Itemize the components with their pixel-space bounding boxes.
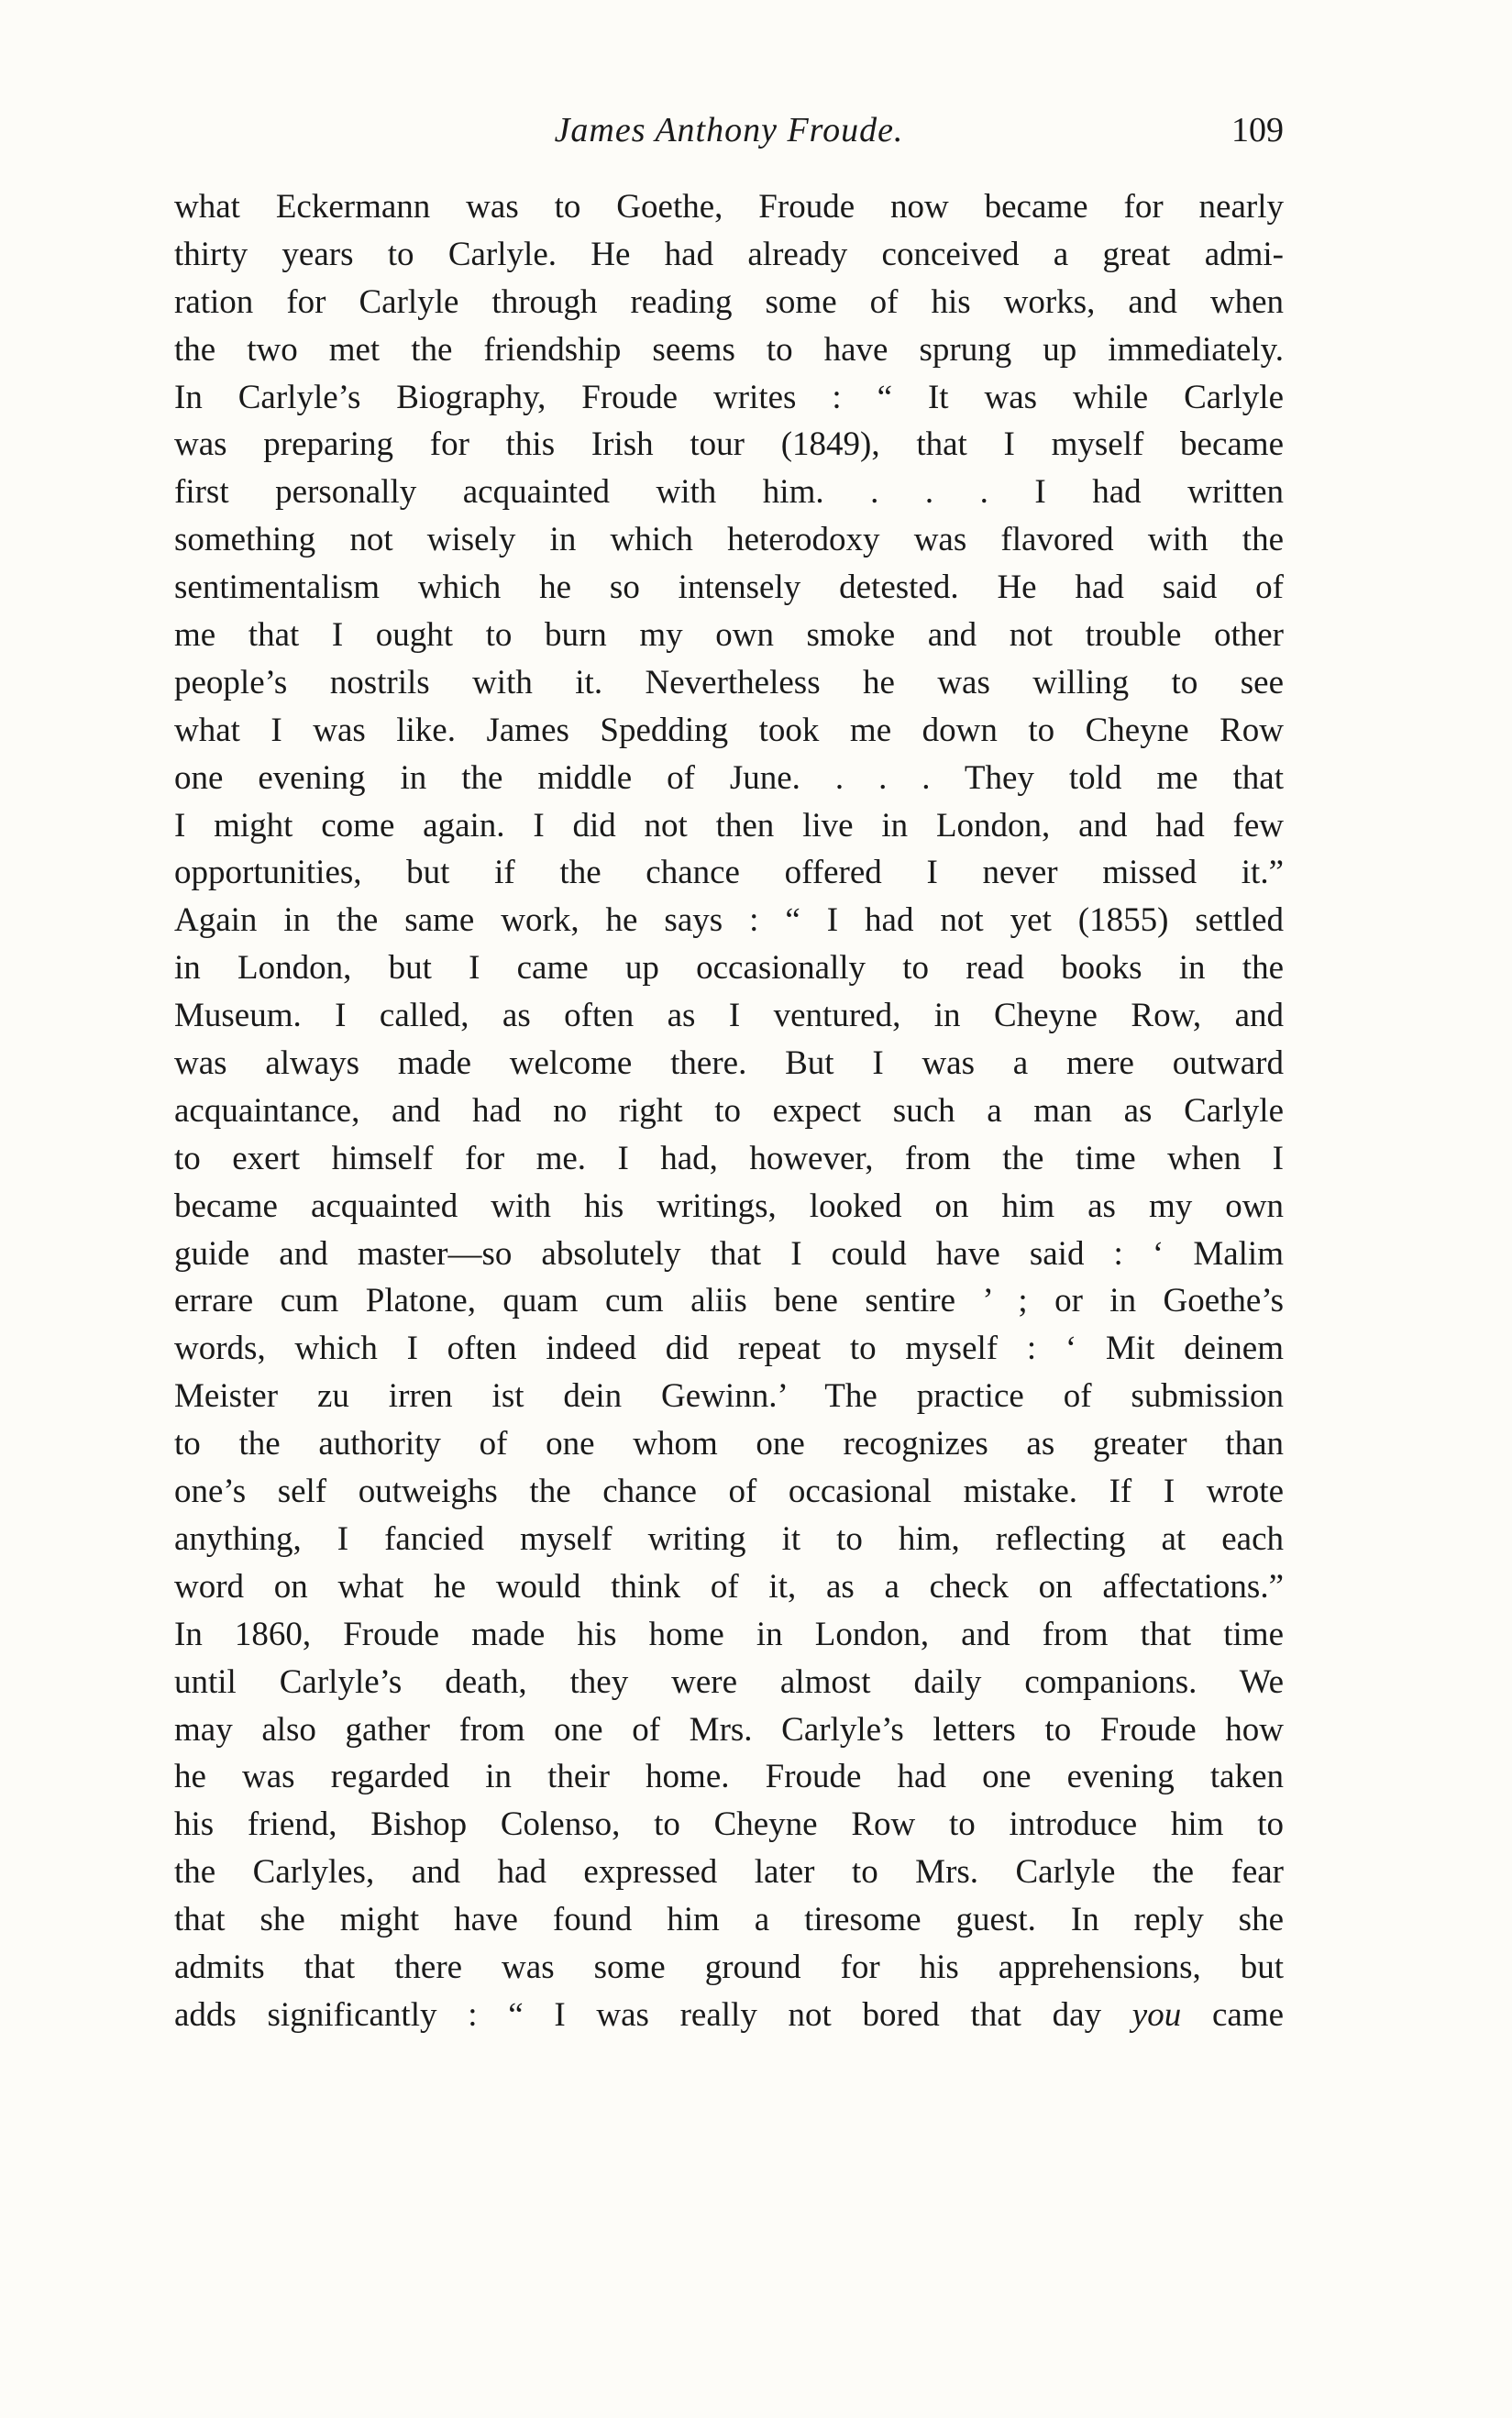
text-line: one evening in the middle of June. . . . They told me that <box>174 758 1284 797</box>
text-line: In Carlyle’s Biography, Froude writes : “ It was while Carlyle <box>174 378 1284 416</box>
page-number: 109 <box>1231 111 1284 149</box>
text-line: first personally acquainted with him. . . . I had written <box>174 473 1284 512</box>
text-line: the two met the friendship seems to have sprung up immediately. <box>174 330 1284 369</box>
text-line: was preparing for this Irish tour (1849), that I myself became <box>174 425 1284 464</box>
text-line: in London, but I came up occasionally to read books in the <box>174 949 1284 988</box>
text-line: that she might have found him a tiresome guest. In reply she <box>174 1901 1284 1939</box>
emphasized-word: you <box>1131 1995 1182 2034</box>
last-line-start: adds significantly : “ I was really not bored that day <box>174 1995 1132 2034</box>
text-line: something not wisely in which heterodoxy was flavored with the <box>174 521 1284 559</box>
text-line: ration for Carlyle through reading some of his works, and when <box>174 282 1284 321</box>
text-line: what Eckermann was to Goethe, Froude now became for nearly <box>174 188 1284 226</box>
last-line-end: came <box>1181 1995 1284 2034</box>
text-line: opportunities, but if the chance offered I never missed it.” <box>174 854 1284 892</box>
text-line: he was regarded in their home. Froude had one evening taken <box>174 1758 1284 1796</box>
text-line: until Carlyle’s death, they were almost daily companions. We <box>174 1662 1284 1701</box>
text-line: what I was like. James Spedding took me down to Cheyne Row <box>174 711 1284 749</box>
text-line-last <box>174 1992 1284 2039</box>
text-line: errare cum Platone, quam cum aliis bene sentire ’ ; or in Goethe’s <box>174 1282 1284 1320</box>
text-line: the Carlyles, and had expressed later to Mrs. Carlyle the fear <box>174 1853 1284 1892</box>
text-line: people’s nostrils with it. Nevertheless he was willing to see <box>174 663 1284 701</box>
text-line: his friend, Bishop Colenso, to Cheyne Row to introduce him to <box>174 1805 1284 1844</box>
text-line: acquaintance, and had no right to expect such a man as Carlyle <box>174 1091 1284 1130</box>
text-line: thirty years to Carlyle. He had already conceived a great admi- <box>174 235 1284 273</box>
text-line: Museum. I called, as often as I ventured, in Cheyne Row, and <box>174 997 1284 1035</box>
text-line: guide and master—so absolutely that I could have said : ‘ Malim <box>174 1234 1284 1273</box>
text-line: In 1860, Froude made his home in London, and from that time <box>174 1615 1284 1653</box>
body-text <box>174 183 1284 2039</box>
text-line: became acquainted with his writings, looked on him as my own <box>174 1187 1284 1225</box>
text-line: I might come again. I did not then live in London, and had few <box>174 806 1284 845</box>
text-line: Again in the same work, he says : “ I had not yet (1855) settled <box>174 901 1284 940</box>
text-line: admits that there was some ground for his apprehensions, but <box>174 1948 1284 1986</box>
text-line: me that I ought to burn my own smoke and not trouble other <box>174 616 1284 655</box>
text-line: to exert himself for me. I had, however, from the time when I <box>174 1139 1284 1177</box>
text-line: anything, I fancied myself writing it to him, reflecting at each <box>174 1519 1284 1558</box>
text-line: may also gather from one of Mrs. Carlyle’s letters to Froude how <box>174 1710 1284 1749</box>
text-line: to the authority of one whom one recognizes as greater than <box>174 1425 1284 1463</box>
text-line: words, which I often indeed did repeat to myself : ‘ Mit deinem <box>174 1330 1284 1368</box>
text-line: word on what he would think of it, as a check on affectations.” <box>174 1567 1284 1606</box>
running-title: James Anthony Froude. <box>554 111 904 149</box>
text-line: Meister zu irren ist dein Gewinn.’ The practice of submission <box>174 1377 1284 1416</box>
running-head <box>174 110 1284 165</box>
text-line: one’s self outweighs the chance of occasional mistake. If I wrote <box>174 1473 1284 1511</box>
text-line: was always made welcome there. But I was a mere outward <box>174 1044 1284 1083</box>
text-line: sentimentalism which he so intensely detested. He had said of <box>174 569 1284 607</box>
